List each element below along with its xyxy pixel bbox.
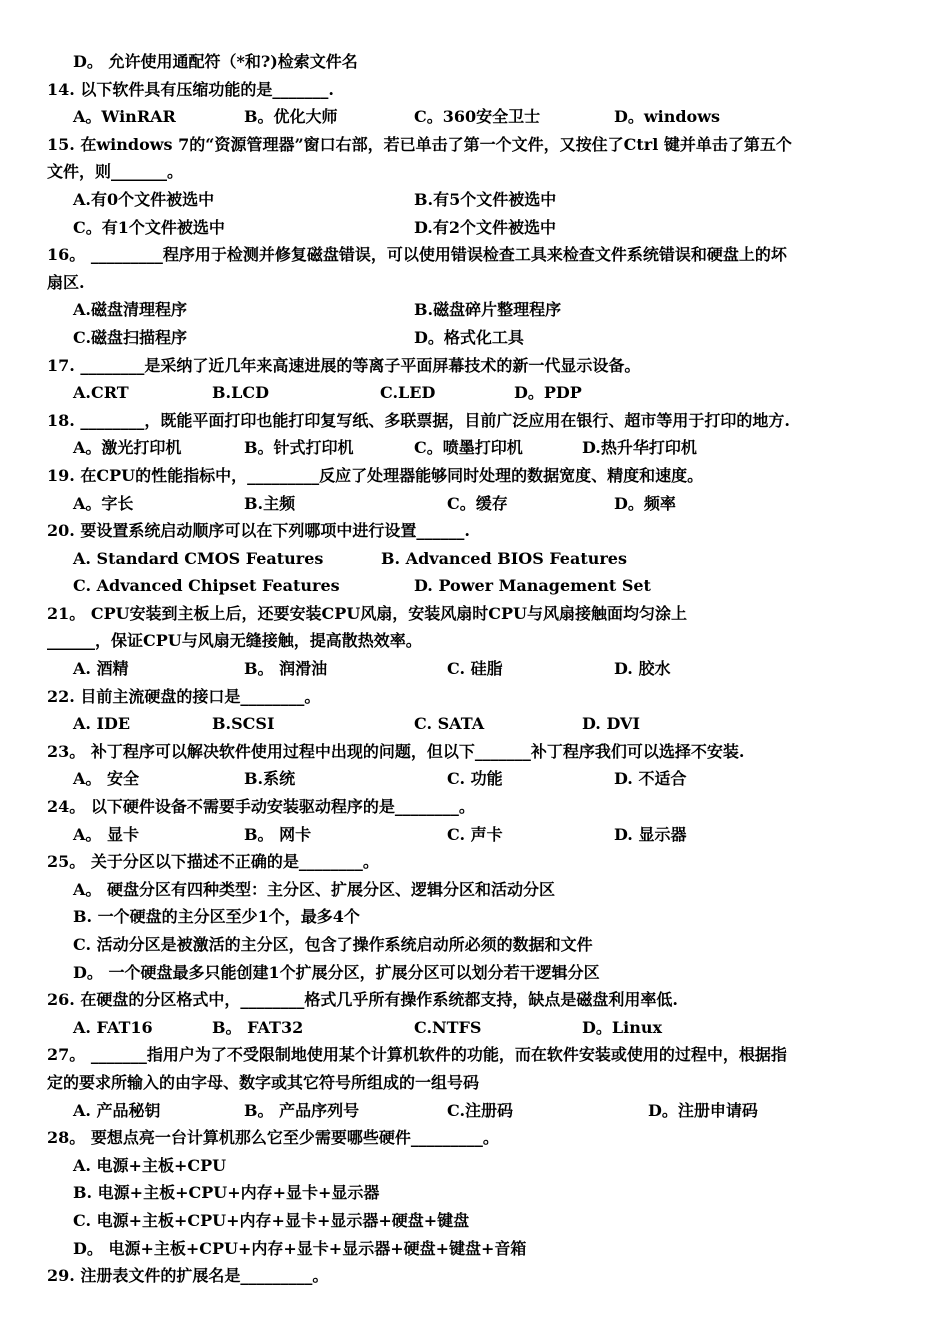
question-text: 16。 _________程序用于检测并修复磁盘错误，可以使用错误检查工具来检查文件系统错误和硬盘上的坏 <box>47 245 787 265</box>
option-text: D. 不适合 <box>614 769 687 789</box>
option-row <box>0 1014 950 1042</box>
option-text: D.有2个文件被选中 <box>414 217 557 237</box>
option-text: A. IDE <box>73 714 131 734</box>
option-row <box>0 186 950 214</box>
option-row <box>0 1097 950 1125</box>
option-row <box>0 434 950 462</box>
option-text: B. 一个硬盘的主分区至少1个，最多4个 <box>73 907 360 927</box>
option-text: A。 硬盘分区有四种类型：主分区、扩展分区、逻辑分区和活动分区 <box>73 879 555 899</box>
option-text: A.磁盘清理程序 <box>73 300 187 320</box>
option-text: D. DVI <box>582 714 640 734</box>
option-row <box>0 214 950 242</box>
option-text: A。 显卡 <box>73 824 139 844</box>
question-continuation: 定的要求所输入的由字母、数字或其它符号所组成的一组号码 <box>47 1072 480 1092</box>
option-text: A. 酒精 <box>73 659 129 679</box>
option-row <box>0 710 950 738</box>
option-row <box>0 572 950 600</box>
question-text: 27。 _______指用户为了不受限制地使用某个计算机软件的功能，而在软件安装或使用的过程中，根据指 <box>47 1045 787 1065</box>
option-text: D。 允许使用通配符（*和?)检索文件名 <box>73 52 358 71</box>
option-text: C. Advanced Chipset Features <box>73 576 340 596</box>
option-text: B。针式打印机 <box>244 438 354 458</box>
question-text: 20. 要设置系统启动顺序可以在下列哪项中进行设置______. <box>47 521 470 541</box>
option-text: D。频率 <box>614 493 676 513</box>
option-text: C。喷墨打印机 <box>414 438 523 458</box>
option-text: D。windows <box>614 107 721 127</box>
option-text: D。Linux <box>582 1017 663 1037</box>
option-row <box>0 545 950 573</box>
option-text: A. 电源+主板+CPU <box>73 1155 227 1175</box>
option-text: D。PDP <box>514 383 582 403</box>
option-row <box>0 103 950 131</box>
option-text: D。格式化工具 <box>414 327 524 347</box>
option-text: A.CRT <box>73 383 129 403</box>
option-text: A。字长 <box>73 493 134 513</box>
option-text: C.LED <box>380 383 436 403</box>
option-text: D.热升华打印机 <box>582 438 697 458</box>
option-text: B.主频 <box>244 493 296 513</box>
option-text: B.LCD <box>212 383 269 403</box>
option-text: C. 活动分区是被激活的主分区，包含了操作系统启动所必须的数据和文件 <box>73 935 593 954</box>
option-text: D. 胶水 <box>614 659 671 679</box>
option-text: A。激光打印机 <box>73 438 182 458</box>
option-text: C.注册码 <box>447 1100 514 1120</box>
question-text: 23。 补丁程序可以解决软件使用过程中出现的问题，但以下_______补丁程序我们可以选择不安装. <box>47 741 745 761</box>
option-text: C。缓存 <box>447 493 508 513</box>
question-text: 18. ________，既能平面打印也能打印复写纸、多联票据，目前广泛应用在银行、超市等用于打印的地方. <box>47 410 790 430</box>
option-row <box>0 765 950 793</box>
option-text: B。 润滑油 <box>244 659 328 679</box>
option-text: A. 产品秘钥 <box>73 1100 161 1120</box>
option-text: D。注册申请码 <box>648 1100 758 1120</box>
question-continuation: 文件，则_______。 <box>47 162 184 182</box>
option-text: B。优化大师 <box>244 107 338 127</box>
question-text: 28。 要想点亮一台计算机那么它至少需要哪些硬件_________。 <box>47 1128 499 1148</box>
option-row <box>0 296 950 324</box>
option-text: C. 功能 <box>447 769 503 789</box>
option-text: D。 一个硬盘最多只能创建1个扩展分区，扩展分区可以划分若干逻辑分区 <box>73 962 600 982</box>
option-row <box>0 821 950 849</box>
question-text: 14. 以下软件具有压缩功能的是_______. <box>47 79 334 99</box>
option-text: B. 电源+主板+CPU+内存+显卡+显示器 <box>73 1183 380 1203</box>
option-text: D。 电源+主板+CPU+内存+显卡+显示器+硬盘+键盘+音箱 <box>73 1238 527 1258</box>
question-text: 19. 在CPU的性能指标中，_________反应了处理器能够同时处理的数据宽度、精度和速度。 <box>47 465 704 485</box>
question-text: 26. 在硬盘的分区格式中，________格式几乎所有操作系统都支持，缺点是磁盘利用率低. <box>47 990 678 1010</box>
option-row <box>0 379 950 407</box>
question-text: 22. 目前主流硬盘的接口是________。 <box>47 686 321 706</box>
option-text: D. Power Management Set <box>414 576 651 596</box>
option-text: C. 声卡 <box>447 824 503 844</box>
question-text: 17. ________是采纳了近几年来高速进展的等离子平面屏幕技术的新一代显示设备。 <box>47 355 641 375</box>
option-text: D. 显示器 <box>614 824 687 844</box>
option-text: A.有0个文件被选中 <box>73 189 215 209</box>
option-text: C.磁盘扫描程序 <box>73 327 188 347</box>
option-text: C. 硅脂 <box>447 659 503 679</box>
question-text: 21。 CPU安装到主板上后，还要安装CPU风扇，安装风扇时CPU与风扇接触面均匀涂上 <box>47 603 687 623</box>
option-text: C。有1个文件被选中 <box>73 217 225 237</box>
question-text: 15. 在windows 7的“资源管理器”窗口右部，若已单击了第一个文件，又按住了Ctrl 键并单击了第五个 <box>47 134 792 154</box>
option-text: A. FAT16 <box>73 1017 153 1037</box>
option-row <box>0 490 950 518</box>
option-text: A. Standard CMOS Features <box>73 548 324 568</box>
option-text: B. Advanced BIOS Features <box>381 548 627 568</box>
option-text: B.系统 <box>244 769 296 789</box>
question-continuation: ______，保证CPU与风扇无缝接触，提高散热效率。 <box>47 631 422 651</box>
option-text: C.NTFS <box>414 1017 482 1037</box>
option-text: A。WinRAR <box>73 107 176 127</box>
option-row <box>0 324 950 352</box>
option-text: C。360安全卫士 <box>414 107 541 127</box>
question-text: 24。 以下硬件设备不需要手动安装驱动程序的是________。 <box>47 797 475 817</box>
option-text: C. SATA <box>414 714 485 734</box>
option-text: B.磁盘碎片整理程序 <box>414 300 562 320</box>
option-text: A。 安全 <box>73 769 139 789</box>
option-text: B.有5个文件被选中 <box>414 189 557 209</box>
option-text: C. 电源+主板+CPU+内存+显卡+显示器+硬盘+键盘 <box>73 1210 470 1230</box>
option-text: B。 网卡 <box>244 824 312 844</box>
option-text: B。 FAT32 <box>212 1017 304 1037</box>
option-row <box>0 655 950 683</box>
option-text: B.SCSI <box>212 714 275 734</box>
option-text: B。 产品序列号 <box>244 1100 360 1120</box>
question-continuation: 扇区. <box>47 272 85 292</box>
question-text: 29. 注册表文件的扩展名是_________。 <box>47 1266 329 1286</box>
question-text: 25。 关于分区以下描述不正确的是________。 <box>47 852 379 872</box>
